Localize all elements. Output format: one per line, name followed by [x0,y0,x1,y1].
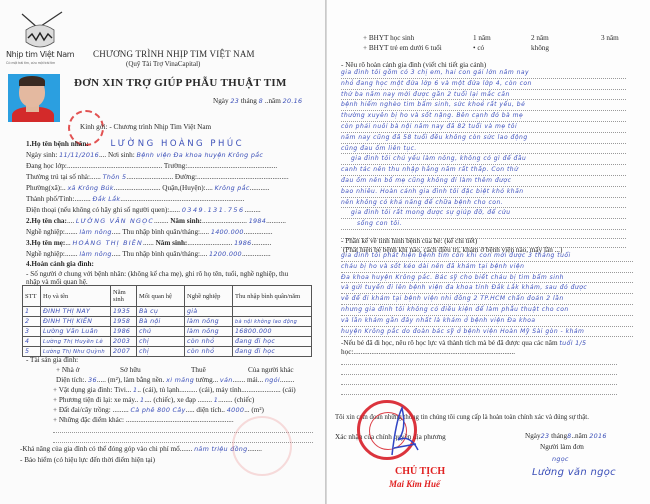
mother-income[interactable]: 1200.000 [209,250,242,258]
table-header-row [23,286,312,307]
col-relation: Mối quan hệ [137,286,185,307]
col-job: Nghề nghiệp [185,286,233,307]
area-row: Diện tích:. 36..... (m²), làm bằng nền. xi măng tường... ván....... mái... ngói........ [56,376,295,384]
family-section-title: 4.Hoàn cảnh gia đình: [26,260,94,268]
table-row: 5 Lường Thị Như Quỳnh 2007 chị còn nhỏ đang đi học [23,347,312,357]
father-job[interactable]: làm nông [79,228,112,236]
logo-slogan: Có một trái tim, cứu một trái tim [6,61,56,65]
col-birth: Năm sinh [111,286,137,307]
father-name[interactable]: LƯỜNG VĂN NGỌC [75,217,155,225]
floor-value[interactable]: xi măng [166,376,195,384]
mother-job-row: Nghề nghiệp:....... làm nông..... Thu nhập bình quân/tháng:.... 1200.000................ [26,250,271,258]
roof-value[interactable]: ngói [264,376,280,384]
appliances-row: + Vật dụng gia đình: Tivi... 1.. (cái), tủ lạnh.......... (cái), máy tính...................... (cái) [53,386,296,394]
family-intro: - Số người ở chung với bệnh nhân: (không kể cha mẹ), ghi rõ họ tên, tuổi, nghề nghiệp, thu [26,270,289,278]
col-stt: STT [23,286,41,307]
stamp-name: Mai Kim Huế [389,479,441,489]
form-title: ĐƠN XIN TRỢ GIÚP PHẪU THUẬT TIM [74,77,287,89]
wall-value[interactable]: ván [219,376,233,384]
table-row: 3 Lường Văn Luân 1986 chú làm nông 16800.000 [23,327,312,337]
ward-value[interactable]: xã Krông Búk [67,184,114,192]
contribution-value[interactable]: năm triệu đồng [194,445,248,453]
mother-name-row: 3.Họ tên mẹ:... HOÀNG THỊ BIÊN...... Năm sinh:......................... 1986........... [26,239,272,247]
mother-birth[interactable]: 1986 [234,239,252,247]
patient-photo [8,74,60,122]
stamp-title: CHỦ TỊCH [395,466,446,477]
form-page-2 [327,0,650,504]
tv-value[interactable]: 1 [133,386,138,394]
date-day[interactable]: 23 [230,97,240,105]
date-month[interactable]: 8 [258,97,264,105]
land-row: + Đất đai/cây trồng: ......... Cà phê 800 Cây..... diện tích.. 4000... (m²) [53,406,264,414]
land-area-value[interactable]: 4000 [226,406,245,414]
date-year[interactable]: 20.16 [282,97,303,105]
circumstance-label: - Nêu rõ hoàn cảnh gia đình (viết chi tiết gia cảnh) [341,61,487,69]
table-row: 1 ĐINH THỊ NAY 1935 Bà cụ già [23,307,312,317]
circumstance-text: gia đình tôi gồm có 3 chị em, hai con gái lớn năm nay nhỏ đang học một đứa lớp 6 và một đứa lớp 4, còn con thứ ba năm nay mới được gần 2 tuổi lại mắc căn bệnh hiểm nghèo tim bẩm sinh, sức khoẻ rất yếu, bé thường xuyên bị ho và sốt nặng. Bên cạnh đó bà mẹ còn phải nuôi bà nội năm nay đã 82 tuổi và mẹ tôi năm nay cũng đã 58 tuổi đều không còn sức lao động cũng đau ốm liên tục. gia đình tôi chủ yếu làm nông, không có gì để đầu canh tác nên thu nhập hằng năm rất thấp. Con thứ đau ốm nên bố mẹ cũng không đi làm thêm được bao nhiêu. Hoàn cảnh gia đình tôi đặc biệt khó khăn nên không có khả năng để chữa bệnh cho con. gia đình tôi rất mong được sự giúp đỡ, để cứu sống con tôi. [341,68,626,248]
area-value[interactable]: 36 [88,376,97,384]
insurance-row: - Bảo hiểm (có hiệu lực đến thời điểm hiện tại) [20,456,156,464]
applicant-short-signature: ngọc [552,455,569,463]
address-row: Thường trú tại số nhà:...... Thôn 5.......................... Đường:................................................... [26,173,289,181]
official-signature-icon [382,400,422,460]
patient-name-row: 1.Họ tên bệnh nhân: LƯỜNG HOÀNG PHÚC [26,139,245,149]
contribution-row: -Khả năng của gia đình có thể đóng góp vào chi phí mổ....... năm triệu đồng........ [20,445,262,453]
bicycle-value[interactable]: 1 [213,396,219,404]
logo-text: Nhịp tim Việt Nam [6,50,75,59]
school-row: Đang học lớp:..................................................... Trường:.................................................. [26,162,278,170]
assets-label: - Tài sản gia đình: [26,356,79,364]
local-confirmation-label: Xác nhận của chính quyền địa phương [335,433,446,441]
house-row: + Nhà ở Sở hữu Thuê Của người khác [56,366,294,374]
family-intro-2: nhập và mối quan hệ. [26,278,88,286]
form-date: Ngày 23 tháng 8 ..năm 20.16 [213,97,303,105]
address-value[interactable]: Thôn 5 [102,173,127,181]
sign-date: Ngày23 tháng8..năm 2016 [525,432,607,440]
other-features-row: + Những đặc điểm khác: ............................................................ [53,416,234,424]
condition-hint: (Phát hiện bé bệnh khi nào, cách điều trị, khám ở bệnh viện nào, mấy lần ...) [343,246,563,254]
bhyt-child-row: + BHYT trẻ em dưới 6 tuổi • có không [363,44,549,52]
table-row: 2 ĐINH THỊ KIẾN 1958 Bà nội làm nông bà nội không lao động [23,317,312,327]
faded-stamp-bleedthrough [232,416,292,476]
declaration: Tôi xin cam đoan những thông tin chúng tôi cung cấp là hoàn toàn chính xác và đúng sự thật. [335,414,589,421]
father-income[interactable]: 1400.000 [210,228,244,236]
district-value[interactable]: Krông pắc [214,184,250,192]
dob-value[interactable]: 11/11/2016 [59,151,99,159]
city-row: Thành phố/Tỉnh:......... Đắk Lắk..................................................................... [26,195,245,203]
condition-label: - Phần kể về tình hình bệnh của bé: (kể chi tiết) [341,237,478,245]
study-row-2: học:.......................................................................................... [341,348,516,356]
study-row: -Nếu bé đã đi học, nêu rõ học lực và thành tích mà bé đã được qua các năm tuổi 1/5 [341,339,587,347]
table-row: 4 Lường Thị Huyền Lê 2003 chị còn nhỏ đang đi học [23,337,312,347]
father-birth[interactable]: 1984 [248,217,267,225]
land-value[interactable]: Cà phê 800 Cây [130,406,186,414]
motorbike-value[interactable]: 1 [139,396,145,404]
col-name: Họ và tên [41,286,111,307]
program-subtitle: (Quỹ Tài Trợ VinaCapital) [126,60,201,68]
phone-row: Điện thoại (nếu không có hãy ghi số người quen):...... 0349.131.756......... [26,206,261,214]
city-value[interactable]: Đắk Lắk [92,195,121,203]
bhyt-yes-option[interactable]: • có [473,44,485,52]
dob-row: Ngày sinh: 11/11/2016.... Nơi sinh: Bệnh viện Đa khoa huyện Krông pắc [26,151,264,159]
vehicles-row: + Phương tiện đi lại: xe máy.. 1.... (chiếc), xe đạp ........ 1........ (chiếc) [53,396,255,404]
family-members-table [22,285,312,357]
birthplace-value[interactable]: Bệnh viện Đa khoa huyện Krông pắc [136,151,264,159]
col-income: Thu nhập bình quân/năm [233,286,312,307]
bhyt-student-row: + BHYT học sinh 1 năm 2 năm 3 năm [363,34,619,42]
father-name-row: 2.Họ tên cha:.... LƯỜNG VĂN NGỌC........ Năm sinh:......................... 1984........... [26,217,286,225]
bhyt-no-option[interactable]: không [531,44,549,52]
phone-value[interactable]: 0349.131.756 [181,206,245,214]
mother-name[interactable]: HOÀNG THỊ BIÊN [72,239,143,247]
patient-name[interactable]: LƯỜNG HOÀNG PHÚC [110,139,245,149]
applicant-label: Người làm đơn [540,443,584,451]
condition-text: gia đình tôi phát hiện bệnh tim con khi con mới được 3 tháng tuổi cháu bị ho và sốt kéo dài nên đã khám tại bệnh viện Đa khoa huyện Krông pắc. Bác sỹ cho biết cháu bị tim bẩm sinh và gửi tuyến đi lên bệnh viện đa khoa tỉnh Đắk Lắk khám, sau đó được về để đi khám tại bệnh viện nhi đồng 2 TP.HCM chẩn đoán 2 lần nhưng gia đình tôi không có điều kiện để làm phẫu thuật cho con và lần khám gần đây nhất là khám ở bệnh viện Đa khoa huyện Krông pắc do đoàn bác sỹ ở bệnh viện Hoàn Mỹ Sài gòn - khám [341,251,633,337]
father-job-row: Nghề nghiệp:....... làm nông..... Thu nhập bình quân/tháng:..... 1400.000................ [26,228,273,236]
addressee: Kính gởi: - Chương trình Nhịp Tim Việt Nam [80,123,212,131]
applicant-signature: Lường văn ngọc [532,467,616,478]
program-title: CHƯƠNG TRÌNH NHỊP TIM VIỆT NAM [93,49,255,59]
ward-row: Phường(xã):.. xã Krông Búk.......................... Quận,(Huyện):.... Krông pắc........... [26,184,270,192]
mother-job[interactable]: làm nông [79,250,112,258]
